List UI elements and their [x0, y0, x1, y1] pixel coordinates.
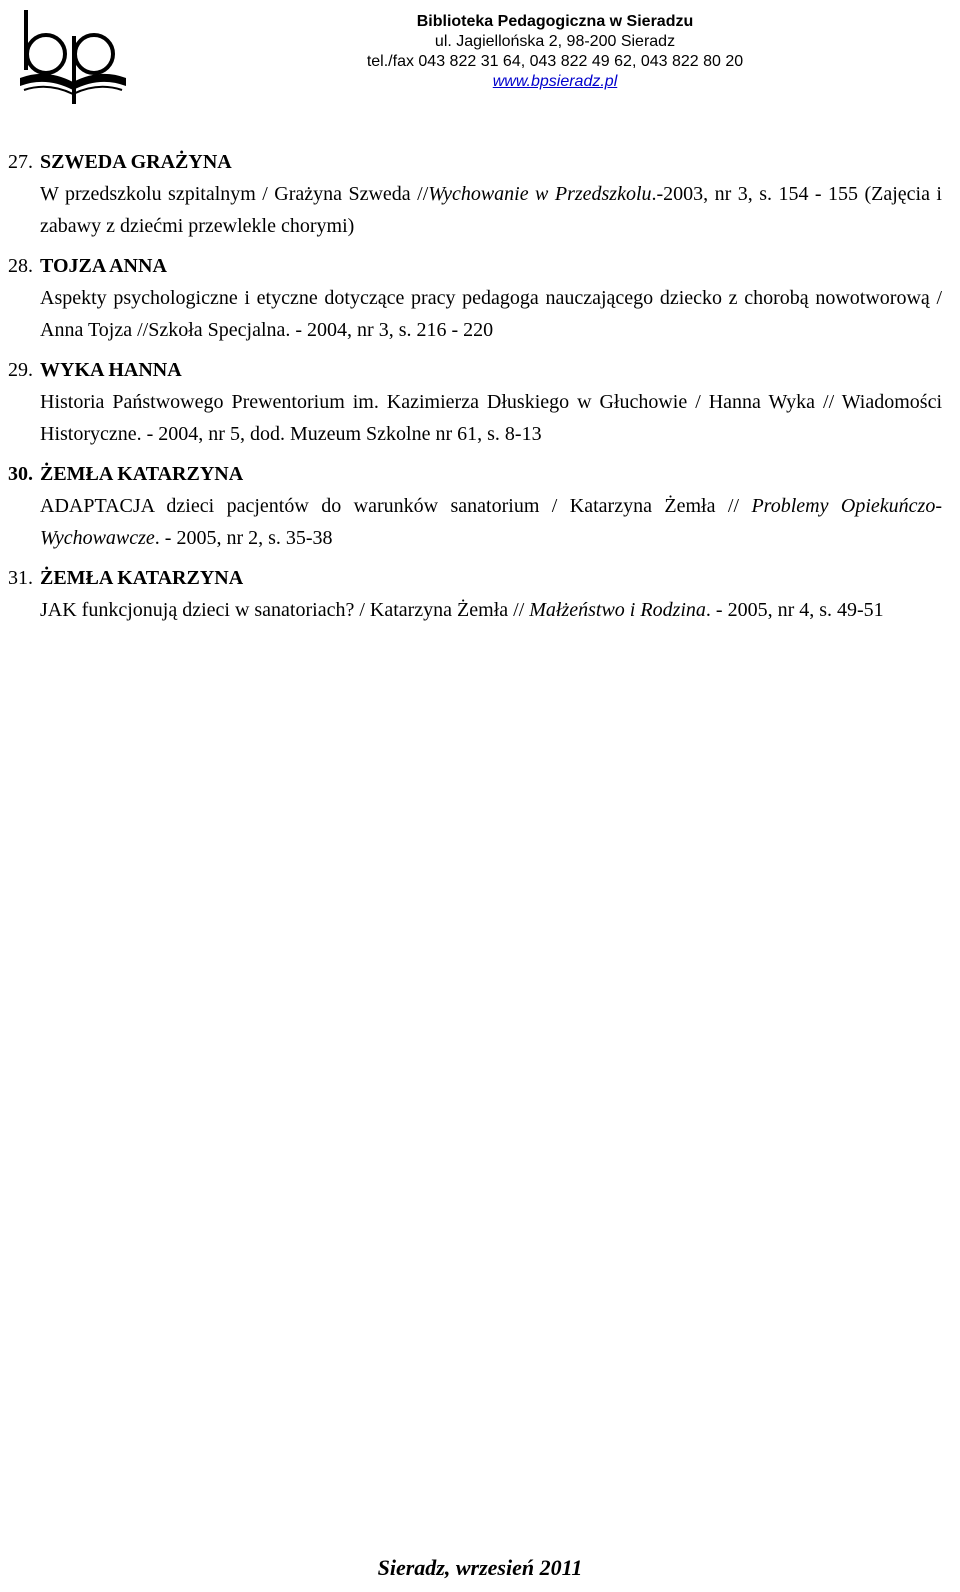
- entry-text-after: . - 2005, nr 2, s. 35-38: [154, 527, 333, 549]
- entry-description: Historia Państwowego Prewentorium im. Kazimierza Dłuskiego w Głuchowie / Hanna Wyka // Wiadomości Historyczne. - 2004, nr 5, dod. Muzeum Szkolne nr 61, s. 8-13: [40, 391, 942, 445]
- library-logo: [18, 6, 128, 108]
- entry-author: ŻEMŁA KATARZYNA: [40, 567, 244, 589]
- entry-author: TOJZA ANNA: [40, 255, 167, 277]
- library-address: ul. Jagiellońska 2, 98-200 Sieradz: [434, 33, 676, 50]
- entry-description: Aspekty psychologiczne i etyczne dotyczące pracy pedagoga nauczającego dziecko z chorobą nowotworową / Anna Tojza //Szkoła Specjalna. - 2004, nr 3, s. 216 - 220: [40, 287, 942, 341]
- entry-number: 29.: [8, 359, 33, 381]
- entry-text: W przedszkolu szpitalnym / Grażyna Szweda //: [40, 183, 429, 205]
- bibliography-entry: [0, 250, 960, 346]
- entry-number: 31.: [8, 567, 33, 589]
- entry-author: SZWEDA GRAŻYNA: [40, 151, 232, 173]
- entry-description: [40, 490, 942, 554]
- bibliography-entry: [0, 354, 960, 450]
- bibliography-entry: [0, 562, 960, 626]
- library-website-link[interactable]: www.bpsieradz.pl: [492, 73, 618, 90]
- library-header: [330, 12, 780, 92]
- entry-number: 27.: [8, 151, 33, 173]
- entry-description: [40, 594, 942, 626]
- entry-number: 28.: [8, 255, 33, 277]
- library-phone: tel./fax 043 822 31 64, 043 822 49 62, 043 822 80 20: [366, 53, 744, 70]
- entry-text: JAK funkcjonują dzieci w sanatoriach? / Katarzyna Żemła //: [40, 599, 530, 621]
- entry-number: 30.: [8, 463, 33, 485]
- entry-source: Małżeństwo i Rodzina: [529, 599, 706, 621]
- entry-text: ADAPTACJA dzieci pacjentów do warunków sanatorium / Katarzyna Żemła //: [40, 495, 752, 517]
- entry-author: WYKA HANNA: [40, 359, 182, 381]
- bibliography-list: [0, 146, 960, 634]
- entry-text-after: .-2003, nr 3, s. 154 - 155 (Zajęcia i zabawy z dziećmi przewlekle chorymi): [40, 183, 942, 237]
- entry-source: Problemy Opiekuńczo-Wychowawcze: [40, 495, 942, 549]
- entry-source: Wychowanie w Przedszkolu: [428, 183, 652, 205]
- footer-date: Sieradz, wrzesień 2011: [377, 1555, 583, 1580]
- bibliography-entry: [0, 146, 960, 242]
- bibliography-entry: [0, 458, 960, 554]
- entry-description: [40, 178, 942, 242]
- entry-author: ŻEMŁA KATARZYNA: [40, 463, 244, 485]
- entry-text-after: . - 2005, nr 4, s. 49-51: [705, 599, 884, 621]
- library-name: Biblioteka Pedagogiczna w Sieradzu: [416, 13, 694, 30]
